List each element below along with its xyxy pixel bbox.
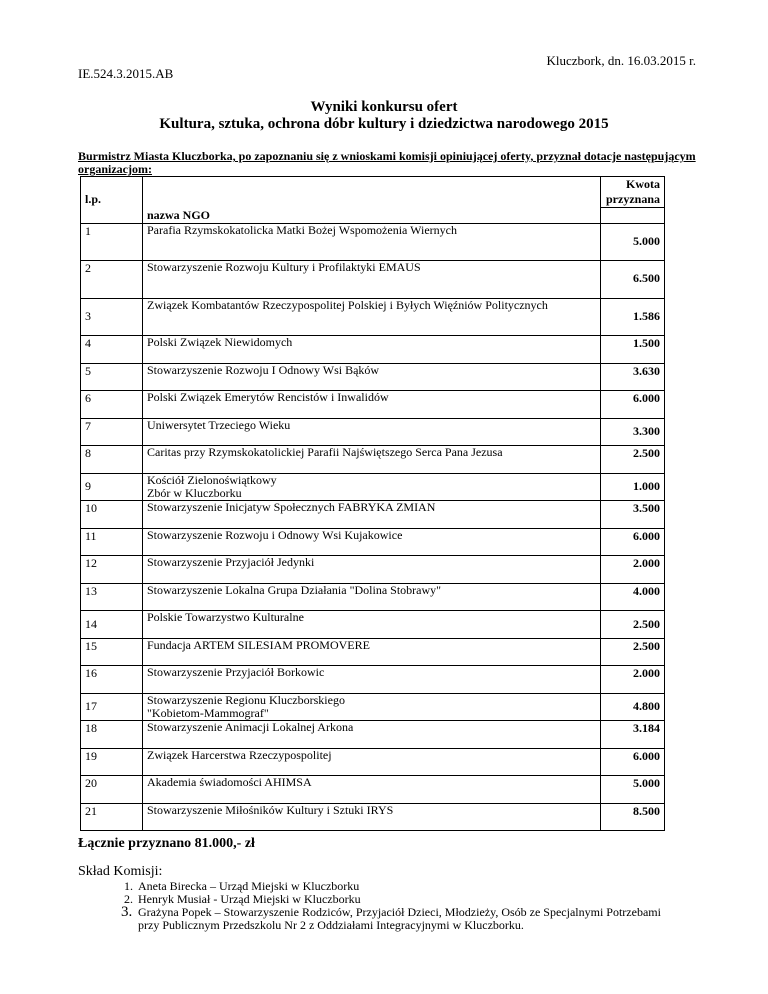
organization-name: Stowarzyszenie Rozwoju Kultury i Profilaktyki EMAUS — [143, 261, 601, 299]
grant-amount: 3.184 — [601, 721, 665, 749]
table-subheader-row — [81, 208, 665, 224]
organization-name: Fundacja ARTEM SILESIAM PROMOVERE — [143, 638, 601, 666]
row-number: 10 — [81, 501, 143, 529]
organization-name: Parafia Rzymskokatolicka Matki Bożej Wspomożenia Wiernych — [143, 223, 601, 261]
row-number: 21 — [81, 803, 143, 831]
grant-amount: 2.000 — [601, 666, 665, 694]
header-name: nazwa NGO — [143, 208, 601, 224]
committee-title: Skład Komisji: — [78, 864, 163, 879]
table-row — [81, 611, 665, 639]
grant-amount: 1.586 — [601, 298, 665, 336]
grant-amount: 3.300 — [601, 418, 665, 446]
organization-name: Stowarzyszenie Rozwoju i Odnowy Wsi Kujakowice — [143, 528, 601, 556]
table-row — [81, 693, 665, 721]
grant-amount: 2.500 — [601, 611, 665, 639]
organization-name: Polski Związek Niewidomych — [143, 336, 601, 364]
grant-amount: 4.800 — [601, 693, 665, 721]
row-number: 2 — [81, 261, 143, 299]
grant-amount: 2.500 — [601, 446, 665, 474]
table-row — [81, 666, 665, 694]
table-row — [81, 391, 665, 419]
organization-name: Stowarzyszenie Inicjatyw Społecznych FABRYKA ZMIAN — [143, 501, 601, 529]
table-row — [81, 363, 665, 391]
organization-name: Akademia świadomości AHIMSA — [143, 776, 601, 804]
organization-name: Kościół Zielonoświątkowy Zbór w Kluczborku — [143, 473, 601, 501]
organization-name: Polski Związek Emerytów Rencistów i Inwalidów — [143, 391, 601, 419]
header-lp: l.p. — [81, 177, 143, 224]
table-header-row — [81, 177, 665, 208]
organization-name: Stowarzyszenie Miłośników Kultury i Sztuki IRYS — [143, 803, 601, 831]
grant-amount: 2.500 — [601, 638, 665, 666]
organization-name: Stowarzyszenie Przyjaciół Borkowic — [143, 666, 601, 694]
row-number: 13 — [81, 583, 143, 611]
row-number: 17 — [81, 693, 143, 721]
row-number: 5 — [81, 363, 143, 391]
organization-name: Uniwersytet Trzeciego Wieku — [143, 418, 601, 446]
committee-list — [112, 880, 676, 932]
grant-amount: 3.500 — [601, 501, 665, 529]
grant-amount: 6.500 — [601, 261, 665, 299]
row-number: 19 — [81, 748, 143, 776]
table-row — [81, 721, 665, 749]
grant-amount: 3.630 — [601, 363, 665, 391]
grant-amount: 6.000 — [601, 528, 665, 556]
organization-name: Caritas przy Rzymskokatolickiej Parafii Najświętszego Serca Pana Jezusa — [143, 446, 601, 474]
row-number: 4 — [81, 336, 143, 364]
committee-member: 1. Aneta Birecka – Urząd Miejski w Kluczborku — [136, 880, 676, 893]
row-number: 20 — [81, 776, 143, 804]
table-row — [81, 473, 665, 501]
row-number: 1 — [81, 223, 143, 261]
organization-name: Polskie Towarzystwo Kulturalne — [143, 611, 601, 639]
reference-number: IE.524.3.2015.AB — [78, 66, 174, 81]
header-amount: Kwota przyznana — [601, 177, 665, 208]
page-title: Wyniki konkursu ofert — [310, 99, 458, 115]
row-number: 3 — [81, 298, 143, 336]
place-date: Kluczbork, dn. 16.03.2015 r. — [546, 53, 696, 68]
row-number: 15 — [81, 638, 143, 666]
table-row — [81, 583, 665, 611]
committee-member: 2. Henryk Musiał - Urząd Miejski w Kluczborku — [136, 893, 676, 906]
organization-name: Stowarzyszenie Animacji Lokalnej Arkona — [143, 721, 601, 749]
committee-member: 3. Grażyna Popek – Stowarzyszenie Rodziców, Przyjaciół Dzieci, Młodzieży, Osób ze Specjalnymi Potrzebami przy Publicznym Przedszkolu Nr 2 z Oddziałami Integracyjnymi w Kluczborku. — [136, 906, 676, 932]
row-number: 6 — [81, 391, 143, 419]
grant-amount: 1.500 — [601, 336, 665, 364]
organization-name: Stowarzyszenie Regionu Kluczborskiego "Kobietom-Mammograf" — [143, 693, 601, 721]
table-row — [81, 501, 665, 529]
grant-amount: 5.000 — [601, 223, 665, 261]
row-number: 9 — [81, 473, 143, 501]
grants-table — [80, 176, 665, 831]
row-number: 16 — [81, 666, 143, 694]
table-row — [81, 528, 665, 556]
grant-amount: 5.000 — [601, 776, 665, 804]
header-spacer — [143, 177, 601, 208]
table-row — [81, 556, 665, 584]
table-row — [81, 418, 665, 446]
total-granted: Łącznie przyznano 81.000,- zł — [78, 836, 255, 851]
grant-amount: 6.000 — [601, 748, 665, 776]
organization-name: Stowarzyszenie Rozwoju I Odnowy Wsi Bąków — [143, 363, 601, 391]
organization-name: Stowarzyszenie Lokalna Grupa Działania "Dolina Stobrawy" — [143, 583, 601, 611]
table-row — [81, 748, 665, 776]
row-number: 18 — [81, 721, 143, 749]
table-row — [81, 336, 665, 364]
table-row — [81, 298, 665, 336]
organization-name: Związek Harcerstwa Rzeczypospolitej — [143, 748, 601, 776]
grant-amount: 8.500 — [601, 803, 665, 831]
header-amount-cont — [601, 208, 665, 224]
grant-amount: 4.000 — [601, 583, 665, 611]
table-row — [81, 776, 665, 804]
row-number: 8 — [81, 446, 143, 474]
page-subtitle: Kultura, sztuka, ochrona dóbr kultury i dziedzictwa narodowego 2015 — [159, 116, 609, 132]
table-row — [81, 803, 665, 831]
grant-amount: 6.000 — [601, 391, 665, 419]
table-row — [81, 446, 665, 474]
grant-amount: 1.000 — [601, 473, 665, 501]
grant-amount: 2.000 — [601, 556, 665, 584]
organization-name: Związek Kombatantów Rzeczypospolitej Polskiej i Byłych Więźniów Politycznych — [143, 298, 601, 336]
intro-text: Burmistrz Miasta Kluczborka, po zapoznaniu się z wnioskami komisji opiniującej oferty, przyznał dotacje następującym organizacjom: — [78, 149, 696, 176]
table-row — [81, 638, 665, 666]
row-number: 7 — [81, 418, 143, 446]
row-number: 11 — [81, 528, 143, 556]
organization-name: Stowarzyszenie Przyjaciół Jedynki — [143, 556, 601, 584]
table-row — [81, 223, 665, 261]
row-number: 12 — [81, 556, 143, 584]
row-number: 14 — [81, 611, 143, 639]
table-row — [81, 261, 665, 299]
